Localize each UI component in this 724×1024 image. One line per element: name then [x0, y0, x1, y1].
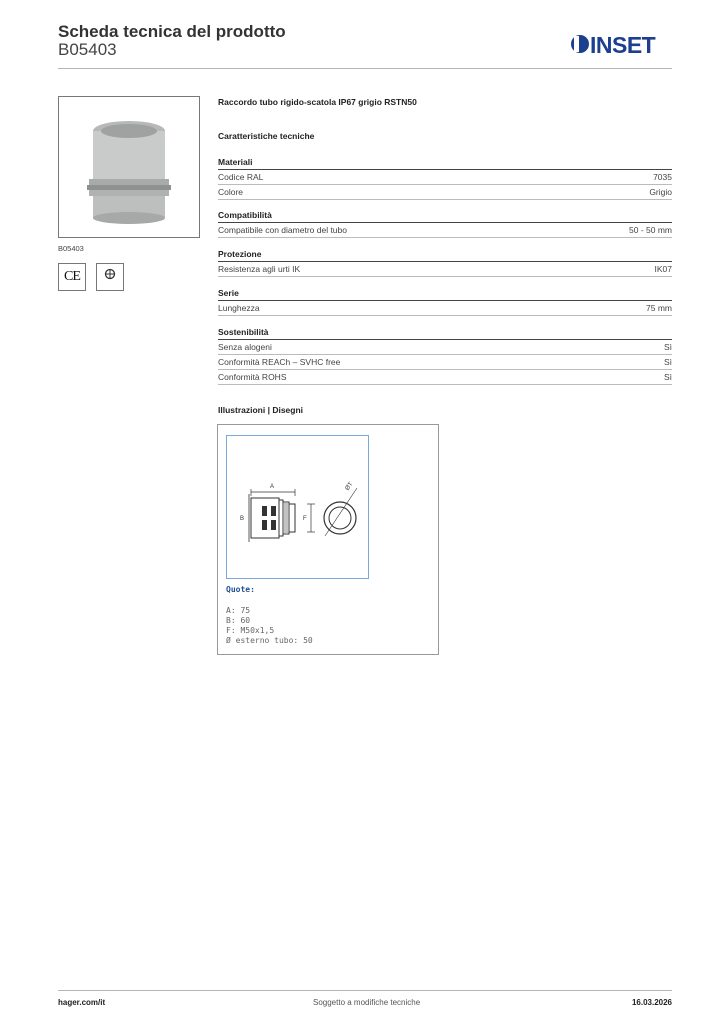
- product-image: [59, 97, 199, 237]
- imq-mark-icon: [96, 263, 124, 291]
- spec-label: Codice RAL: [218, 172, 264, 182]
- page-title: Scheda tecnica del prodotto: [58, 22, 286, 41]
- spec-value: Grigio: [649, 187, 672, 197]
- dimension-drawing: [227, 436, 367, 577]
- spec-value: Sì: [663, 357, 672, 367]
- ce-mark-icon: [58, 263, 86, 291]
- quote-line: Ø esterno tubo: 50: [226, 636, 313, 645]
- spec-label: Conformità REACh – SVHC free: [218, 357, 341, 367]
- spec-label: Colore: [218, 187, 244, 197]
- product-code: B05403: [58, 40, 117, 59]
- spec-group-protezione: [218, 249, 672, 277]
- dim-label-a: A: [270, 484, 275, 490]
- spec-value: IK07: [654, 264, 672, 274]
- spec-group-sostenibilita: [218, 327, 672, 385]
- spec-value: 7035: [653, 172, 672, 182]
- spec-label: Lunghezza: [218, 303, 260, 313]
- footer-divider: [58, 990, 672, 991]
- technical-drawing: [226, 435, 369, 579]
- spec-row: [218, 370, 672, 385]
- quote-line: B: 60: [226, 616, 251, 625]
- spec-group-compatibilita: [218, 210, 672, 238]
- product-name: Raccordo tubo rigido-scatola IP67 grigio RSTN50: [218, 97, 417, 107]
- dim-label-f: F: [303, 516, 307, 522]
- dim-label-diameter: ØT: [344, 481, 355, 492]
- spec-row: [218, 170, 672, 185]
- dim-label-b: B: [240, 516, 245, 522]
- spec-row: [218, 355, 672, 370]
- brand-logo: [570, 31, 674, 57]
- footer-date: 16.03.2026: [631, 998, 672, 1007]
- header-divider: [58, 68, 672, 69]
- spec-row: [218, 223, 672, 238]
- illustrations-heading: Illustrazioni | Disegni: [218, 405, 304, 415]
- ce-mark-text: CE: [64, 269, 80, 284]
- spec-value: Sì: [663, 372, 672, 382]
- spec-row: [218, 262, 672, 277]
- spec-label: Resistenza agli urti IK: [218, 264, 301, 274]
- footer-website[interactable]: hager.com/it: [58, 998, 106, 1007]
- photo-caption: B05403: [58, 244, 84, 253]
- spec-group-materiali: [218, 157, 672, 200]
- spec-row: [218, 340, 672, 355]
- quotes-title: Quote:: [226, 585, 255, 594]
- brand-logo-text: INSET: [590, 32, 656, 57]
- quote-line: A: 75: [226, 606, 251, 615]
- spec-value: 75 mm: [646, 303, 672, 313]
- spec-group-title: Serie: [218, 288, 672, 301]
- spec-label: Compatibile con diametro del tubo: [218, 225, 347, 235]
- spec-row: [218, 185, 672, 200]
- spec-group-title: Compatibilità: [218, 210, 672, 223]
- spec-row: [218, 301, 672, 316]
- product-photo: [58, 96, 200, 238]
- illustration-panel: [217, 424, 439, 655]
- spec-label: Senza alogeni: [218, 342, 272, 352]
- spec-group-title: Materiali: [218, 157, 672, 170]
- quote-line: F: M50x1,5: [226, 626, 275, 635]
- spec-value: 50 - 50 mm: [629, 225, 672, 235]
- footer-notice: Soggetto a modifiche tecniche: [313, 998, 421, 1007]
- spec-group-title: Sostenibilità: [218, 327, 672, 340]
- spec-value: Sì: [663, 342, 672, 352]
- spec-label: Conformità ROHS: [218, 372, 287, 382]
- specs-heading: Caratteristiche tecniche: [218, 131, 315, 141]
- spec-group-serie: [218, 288, 672, 316]
- spec-group-title: Protezione: [218, 249, 672, 262]
